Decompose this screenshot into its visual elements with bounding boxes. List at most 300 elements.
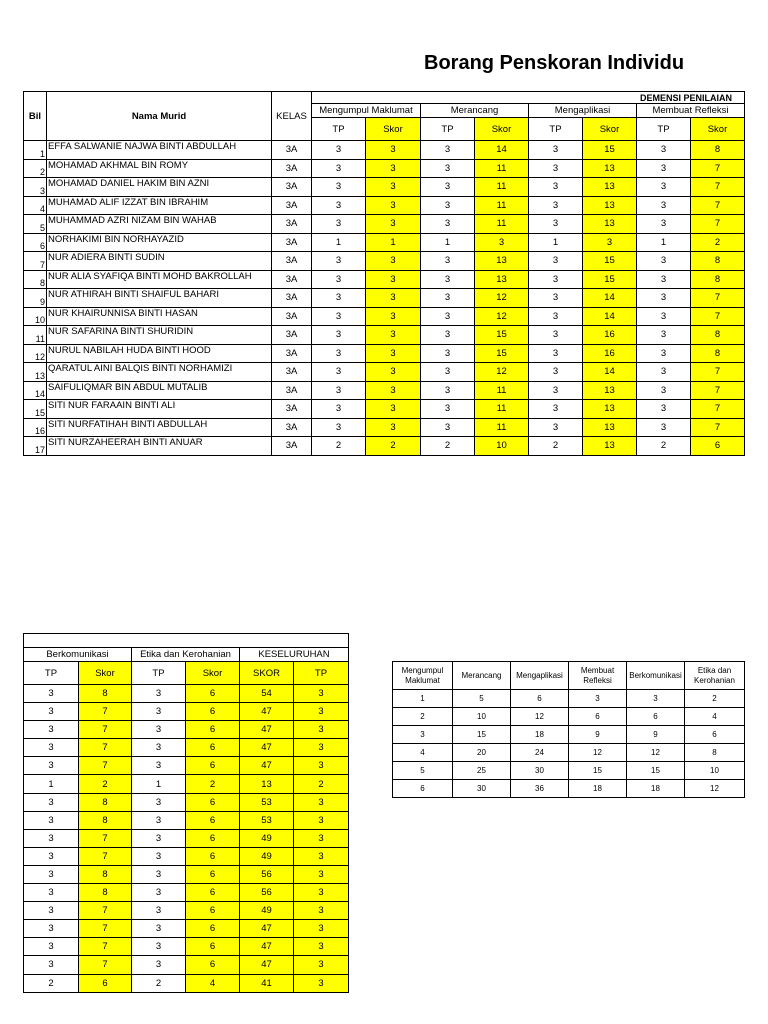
value-cell: 7 [79, 721, 132, 739]
tp-cell: 3 [637, 344, 691, 363]
value-cell: 30 [453, 780, 511, 798]
tp-cell: 3 [421, 159, 475, 178]
table-row [24, 739, 349, 757]
value-cell: 3 [294, 902, 349, 920]
tp-cell: 3 [312, 141, 366, 160]
tp-cell: 3 [637, 326, 691, 345]
group-header: Etika dan Kerohanian [132, 648, 240, 662]
tp-cell: 3 [421, 196, 475, 215]
value-cell: 3 [132, 703, 186, 721]
value-cell: 3 [132, 757, 186, 775]
tp-cell: 2 [312, 437, 366, 456]
student-name: MUHAMAD ALIF IZZAT BIN IBRAHIM [47, 196, 272, 215]
header-bil: Bil [24, 92, 47, 141]
value-cell: 3 [24, 757, 79, 775]
student-class: 3A [272, 289, 312, 308]
sub-header-skor: Skor [366, 118, 421, 141]
value-cell: 2 [393, 708, 453, 726]
tp-cell: 3 [637, 252, 691, 271]
value-cell: 3 [24, 956, 79, 974]
value-cell: 3 [24, 884, 79, 902]
value-cell: 3 [24, 703, 79, 721]
table-row [24, 811, 349, 829]
student-name: SITI NURFATIHAH BINTI ABDULLAH [47, 418, 272, 437]
score-cell: 7 [691, 307, 745, 326]
table-row [24, 178, 745, 197]
table-row [24, 215, 745, 234]
score-cell: 3 [366, 178, 421, 197]
row-number: 8 [24, 270, 47, 289]
value-cell: 7 [79, 739, 132, 757]
table-row [24, 865, 349, 883]
value-cell: 6 [569, 708, 627, 726]
value-cell: 3 [294, 974, 349, 992]
score-cell: 11 [475, 400, 529, 419]
score-cell: 11 [475, 178, 529, 197]
value-cell: 3 [294, 739, 349, 757]
student-name: SITI NUR FARAAIN BINTI ALI [47, 400, 272, 419]
table-row [24, 400, 745, 419]
tp-cell: 1 [637, 233, 691, 252]
value-cell: 3 [294, 865, 349, 883]
ref-header: Mengaplikasi [511, 662, 569, 690]
tp-cell: 2 [637, 437, 691, 456]
table-row [24, 159, 745, 178]
table-row [24, 437, 745, 456]
student-class: 3A [272, 307, 312, 326]
tp-cell: 3 [312, 307, 366, 326]
value-cell: 3 [294, 721, 349, 739]
communication-ethics-overall-table [23, 633, 349, 993]
value-cell: 12 [569, 744, 627, 762]
student-class: 3A [272, 400, 312, 419]
student-class: 3A [272, 326, 312, 345]
tp-cell: 3 [637, 307, 691, 326]
value-cell: 10 [453, 708, 511, 726]
sub-header-skor: Skor [583, 118, 637, 141]
score-cell: 7 [691, 215, 745, 234]
student-name: MUHAMMAD AZRI NIZAM BIN WAHAB [47, 215, 272, 234]
table-row [24, 793, 349, 811]
table-row [24, 902, 349, 920]
tp-cell: 3 [421, 252, 475, 271]
value-cell: 9 [569, 726, 627, 744]
tp-cell: 3 [637, 159, 691, 178]
header-kelas: KELAS [272, 92, 312, 141]
value-cell: 8 [79, 811, 132, 829]
value-cell: 41 [240, 974, 294, 992]
row-number: 10 [24, 307, 47, 326]
ref-header: Mengumpul Maklumat [393, 662, 453, 690]
value-cell: 3 [294, 829, 349, 847]
table-row [24, 252, 745, 271]
tp-cell: 3 [312, 326, 366, 345]
ref-header: Membuat Refleksi [569, 662, 627, 690]
value-cell: 3 [294, 811, 349, 829]
value-cell: 18 [627, 780, 685, 798]
tp-cell: 3 [312, 215, 366, 234]
tp-cell: 3 [637, 418, 691, 437]
score-cell: 7 [691, 289, 745, 308]
value-cell: 3 [132, 829, 186, 847]
score-cell: 11 [475, 215, 529, 234]
student-class: 3A [272, 196, 312, 215]
header-demensi-penilaian: DEMENSI PENILAIAN [312, 92, 745, 104]
value-cell: 15 [569, 762, 627, 780]
value-cell: 2 [294, 775, 349, 793]
value-cell: 6 [186, 847, 240, 865]
value-cell: 7 [79, 920, 132, 938]
value-cell: 6 [393, 780, 453, 798]
value-cell: 6 [186, 703, 240, 721]
value-cell: 3 [627, 690, 685, 708]
ref-header: Berkomunikasi [627, 662, 685, 690]
tp-cell: 3 [529, 418, 583, 437]
student-name: NURUL NABILAH HUDA BINTI HOOD [47, 344, 272, 363]
tp-cell: 2 [421, 437, 475, 456]
table-row [24, 141, 745, 160]
row-number: 14 [24, 381, 47, 400]
score-cell: 3 [366, 363, 421, 382]
table-row [24, 685, 349, 703]
value-cell: 6 [186, 757, 240, 775]
sub-header-skor: Skor [79, 662, 132, 685]
value-cell: 1 [24, 775, 79, 793]
score-cell: 8 [691, 344, 745, 363]
score-cell: 8 [691, 326, 745, 345]
student-name: NUR ALIA SYAFIQA BINTI MOHD BAKROLLAH [47, 270, 272, 289]
value-cell: 6 [186, 811, 240, 829]
score-cell: 11 [475, 381, 529, 400]
score-cell: 16 [583, 326, 637, 345]
sub-header-tp: TP [637, 118, 691, 141]
value-cell: 8 [79, 793, 132, 811]
score-cell: 13 [475, 270, 529, 289]
row-number: 9 [24, 289, 47, 308]
value-cell: 6 [186, 685, 240, 703]
value-cell: 3 [132, 902, 186, 920]
score-cell: 11 [475, 196, 529, 215]
table-row [24, 381, 745, 400]
value-cell: 47 [240, 721, 294, 739]
value-cell: 7 [79, 847, 132, 865]
tp-cell: 2 [529, 437, 583, 456]
score-cell: 13 [583, 215, 637, 234]
tp-cell: 3 [312, 363, 366, 382]
tp-cell: 3 [312, 289, 366, 308]
value-cell: 6 [186, 902, 240, 920]
value-cell: 5 [393, 762, 453, 780]
score-cell: 13 [583, 400, 637, 419]
value-cell: 2 [186, 775, 240, 793]
sub-header-skor: Skor [691, 118, 745, 141]
tp-cell: 3 [637, 400, 691, 419]
value-cell: 1 [132, 775, 186, 793]
value-cell: 56 [240, 865, 294, 883]
value-cell: 8 [79, 884, 132, 902]
value-cell: 47 [240, 920, 294, 938]
value-cell: 24 [511, 744, 569, 762]
value-cell: 8 [79, 685, 132, 703]
tp-cell: 3 [529, 381, 583, 400]
row-number: 6 [24, 233, 47, 252]
table-row [24, 721, 349, 739]
score-cell: 7 [691, 159, 745, 178]
score-cell: 12 [475, 307, 529, 326]
value-cell: 49 [240, 847, 294, 865]
value-cell: 3 [24, 920, 79, 938]
score-cell: 3 [475, 233, 529, 252]
value-cell: 7 [79, 938, 132, 956]
value-cell: 30 [511, 762, 569, 780]
table-row [24, 196, 745, 215]
table-row [24, 847, 349, 865]
table-row [393, 762, 745, 780]
value-cell: 1 [393, 690, 453, 708]
group-header: Merancang [421, 104, 529, 118]
score-cell: 14 [475, 141, 529, 160]
value-cell: 7 [79, 829, 132, 847]
table-row [24, 920, 349, 938]
tp-cell: 3 [529, 270, 583, 289]
row-number: 13 [24, 363, 47, 382]
value-cell: 6 [685, 726, 745, 744]
table-row [393, 690, 745, 708]
score-cell: 15 [583, 252, 637, 271]
page-title: Borang Penskoran Individu [424, 52, 685, 74]
value-cell: 3 [294, 685, 349, 703]
value-cell: 5 [453, 690, 511, 708]
student-class: 3A [272, 141, 312, 160]
value-cell: 3 [132, 793, 186, 811]
value-cell: 20 [453, 744, 511, 762]
sub-header-tp-overall: TP [294, 662, 349, 685]
score-cell: 3 [366, 215, 421, 234]
score-cell: 3 [366, 289, 421, 308]
value-cell: 3 [393, 726, 453, 744]
value-cell: 3 [294, 956, 349, 974]
value-cell: 3 [569, 690, 627, 708]
score-cell: 15 [475, 326, 529, 345]
value-cell: 3 [24, 793, 79, 811]
ref-header: Merancang [453, 662, 511, 690]
student-name: EFFA SALWANIE NAJWA BINTI ABDULLAH [47, 141, 272, 160]
value-cell: 6 [186, 920, 240, 938]
value-cell: 12 [511, 708, 569, 726]
tp-cell: 3 [421, 178, 475, 197]
value-cell: 3 [24, 938, 79, 956]
score-cell: 7 [691, 418, 745, 437]
student-name: NORHAKIMI BIN NORHAYAZID [47, 233, 272, 252]
score-cell: 13 [583, 437, 637, 456]
value-cell: 3 [294, 938, 349, 956]
sub-header-tp: TP [421, 118, 475, 141]
value-cell: 3 [132, 956, 186, 974]
tp-cell: 3 [529, 326, 583, 345]
tp-cell: 3 [421, 418, 475, 437]
value-cell: 10 [685, 762, 745, 780]
student-name: NUR SAFARINA BINTI SHURIDIN [47, 326, 272, 345]
tp-cell: 3 [312, 270, 366, 289]
value-cell: 3 [294, 703, 349, 721]
table-row [24, 938, 349, 956]
tp-cell: 3 [421, 400, 475, 419]
student-name: SITI NURZAHEERAH BINTI ANUAR [47, 437, 272, 456]
score-cell: 3 [366, 141, 421, 160]
value-cell: 3 [24, 721, 79, 739]
student-class: 3A [272, 178, 312, 197]
value-cell: 53 [240, 811, 294, 829]
tp-cell: 3 [529, 400, 583, 419]
score-cell: 3 [366, 196, 421, 215]
group-header: Berkomunikasi [24, 648, 132, 662]
score-cell: 6 [691, 437, 745, 456]
tp-cell: 3 [421, 270, 475, 289]
score-cell: 13 [475, 252, 529, 271]
value-cell: 3 [132, 685, 186, 703]
table-row [24, 829, 349, 847]
value-cell: 6 [79, 974, 132, 992]
score-cell: 3 [366, 326, 421, 345]
table-row [24, 956, 349, 974]
value-cell: 3 [132, 811, 186, 829]
value-cell: 13 [240, 775, 294, 793]
sub-header-skor-overall: SKOR [240, 662, 294, 685]
tp-cell: 3 [312, 418, 366, 437]
score-cell: 8 [691, 252, 745, 271]
score-cell: 11 [475, 159, 529, 178]
sub-header-tp: TP [24, 662, 79, 685]
tp-cell: 3 [312, 400, 366, 419]
score-cell: 7 [691, 400, 745, 419]
tp-cell: 3 [529, 141, 583, 160]
tp-cell: 3 [637, 363, 691, 382]
score-cell: 13 [583, 418, 637, 437]
tp-cell: 3 [529, 196, 583, 215]
table-row [24, 757, 349, 775]
value-cell: 15 [453, 726, 511, 744]
table-row [393, 780, 745, 798]
score-cell: 3 [366, 159, 421, 178]
value-cell: 2 [79, 775, 132, 793]
row-number: 11 [24, 326, 47, 345]
row-number: 7 [24, 252, 47, 271]
student-name: MOHAMAD AKHMAL BIN ROMY [47, 159, 272, 178]
table-row [24, 775, 349, 793]
value-cell: 4 [685, 708, 745, 726]
tp-cell: 3 [637, 178, 691, 197]
value-cell: 6 [627, 708, 685, 726]
table-row [393, 708, 745, 726]
second-table-top-band [24, 634, 349, 648]
score-cell: 3 [366, 307, 421, 326]
student-class: 3A [272, 252, 312, 271]
score-cell: 2 [691, 233, 745, 252]
value-cell: 3 [132, 920, 186, 938]
score-cell: 13 [583, 196, 637, 215]
student-name: NUR KHAIRUNNISA BINTI HASAN [47, 307, 272, 326]
tp-cell: 3 [312, 381, 366, 400]
value-cell: 18 [511, 726, 569, 744]
value-cell: 2 [24, 974, 79, 992]
row-number: 16 [24, 418, 47, 437]
value-cell: 3 [24, 847, 79, 865]
table-row [393, 744, 745, 762]
score-cell: 8 [691, 270, 745, 289]
group-header: KESELURUHAN [240, 648, 349, 662]
tp-cell: 3 [421, 363, 475, 382]
sub-header-tp: TP [132, 662, 186, 685]
student-class: 3A [272, 381, 312, 400]
value-cell: 6 [186, 865, 240, 883]
student-class: 3A [272, 233, 312, 252]
value-cell: 3 [294, 847, 349, 865]
value-cell: 4 [393, 744, 453, 762]
value-cell: 49 [240, 902, 294, 920]
value-cell: 3 [132, 739, 186, 757]
tp-cell: 3 [421, 381, 475, 400]
tp-cell: 3 [312, 159, 366, 178]
row-number: 5 [24, 215, 47, 234]
table-row [24, 344, 745, 363]
score-cell: 3 [366, 381, 421, 400]
score-cell: 13 [583, 178, 637, 197]
value-cell: 6 [511, 690, 569, 708]
tp-cell: 3 [637, 270, 691, 289]
table-row [24, 270, 745, 289]
tp-cell: 3 [421, 141, 475, 160]
tp-cell: 3 [529, 252, 583, 271]
score-cell: 15 [475, 344, 529, 363]
main-score-table [23, 91, 745, 456]
value-cell: 47 [240, 757, 294, 775]
value-cell: 3 [132, 721, 186, 739]
score-cell: 15 [583, 270, 637, 289]
score-cell: 15 [583, 141, 637, 160]
tp-cell: 1 [421, 233, 475, 252]
score-cell: 16 [583, 344, 637, 363]
table-row [24, 289, 745, 308]
student-name: NUR ADIERA BINTI SUDIN [47, 252, 272, 271]
score-cell: 7 [691, 178, 745, 197]
tp-cell: 3 [529, 289, 583, 308]
student-class: 3A [272, 437, 312, 456]
score-cell: 7 [691, 363, 745, 382]
score-cell: 3 [366, 270, 421, 289]
tp-cell: 3 [421, 344, 475, 363]
row-number: 2 [24, 159, 47, 178]
group-header: Mengaplikasi [529, 104, 637, 118]
score-cell: 7 [691, 196, 745, 215]
value-cell: 2 [132, 974, 186, 992]
table-row [24, 363, 745, 382]
value-cell: 54 [240, 685, 294, 703]
tp-cell: 3 [529, 159, 583, 178]
score-cell: 13 [583, 159, 637, 178]
row-number: 4 [24, 196, 47, 215]
value-cell: 18 [569, 780, 627, 798]
score-cell: 11 [475, 418, 529, 437]
tp-cell: 3 [312, 196, 366, 215]
value-cell: 3 [24, 902, 79, 920]
student-class: 3A [272, 215, 312, 234]
score-cell: 3 [366, 252, 421, 271]
tp-cell: 3 [312, 252, 366, 271]
value-cell: 3 [294, 793, 349, 811]
sub-header-tp: TP [312, 118, 366, 141]
row-number: 1 [24, 141, 47, 160]
row-number: 12 [24, 344, 47, 363]
